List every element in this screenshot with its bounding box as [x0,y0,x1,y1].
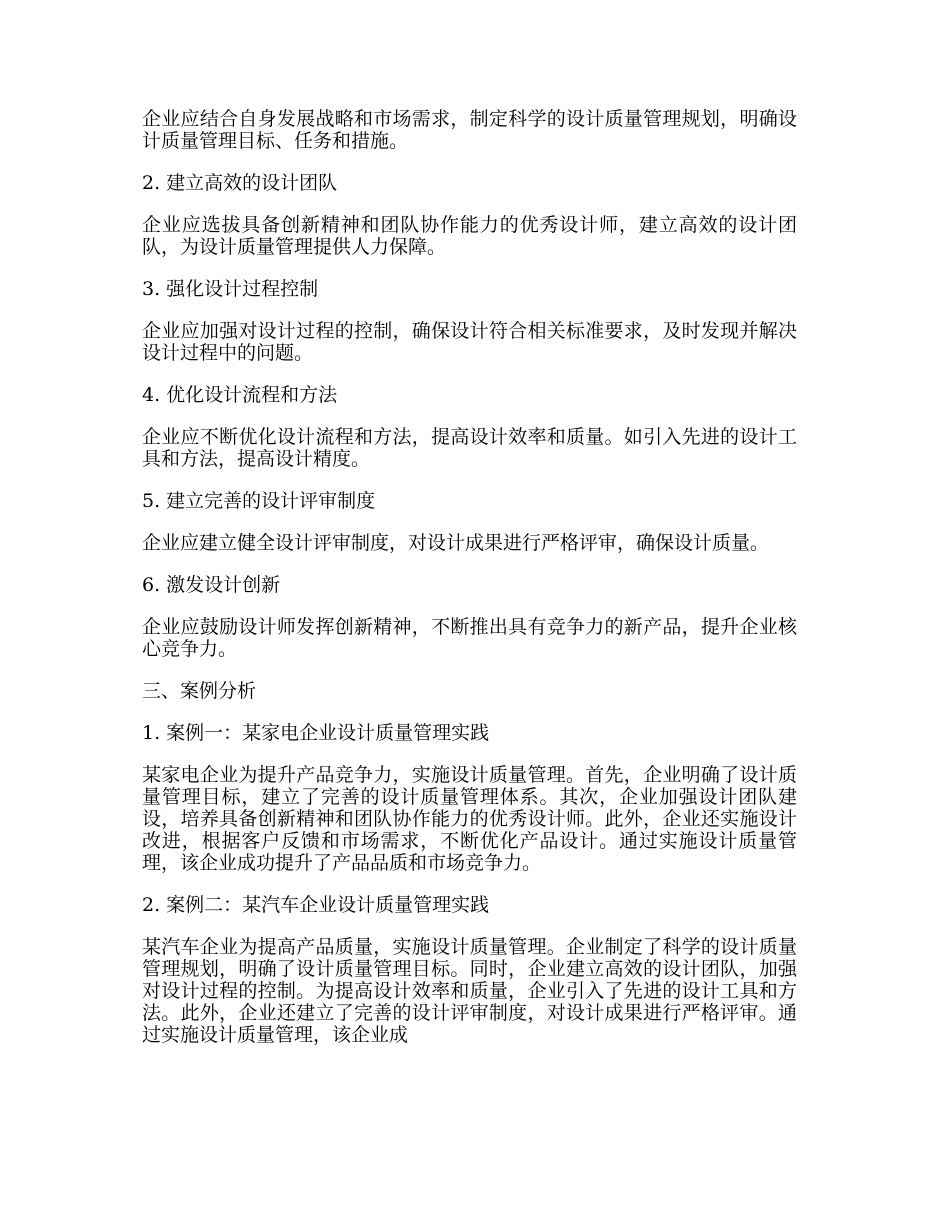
heading-process-control: 3. 强化设计过程控制 [142,278,319,300]
heading-design-team: 2. 建立高效的设计团队 [142,172,338,194]
paragraph-case-one: 某家电企业为提升产品竞争力，实施设计质量管理。首先，企业明确了设计质量管理目标，建立了完善的设计质量管理体系。其次，企业加强设计团队建设，培养具备创新精神和团队协作能力的优秀设计师。此外，企业还实施设计改进，根据客户反馈和市场需求，不断优化产品设计。通过实施设计质量管理，该企业成功提升了产品品质和市场竞争力。 [142,764,797,874]
heading-optimize-process: 4. 优化设计流程和方法 [142,384,338,406]
paragraph-optimize-process: 企业应不断优化设计流程和方法，提高设计效率和质量。如引入先进的设计工具和方法，提高设计精度。 [142,426,797,470]
heading-review-system: 5. 建立完善的设计评审制度 [142,490,376,512]
paragraph-planning: 企业应结合自身发展战略和市场需求，制定科学的设计质量管理规划，明确设计质量管理目标、任务和措施。 [142,108,797,152]
paragraph-process-control: 企业应加强对设计过程的控制，确保设计符合相关标准要求，及时发现并解决设计过程中的问题。 [142,320,797,364]
section-heading-case-analysis: 三、案例分析 [142,680,257,702]
heading-case-one: 1. 案例一：某家电企业设计质量管理实践 [142,722,490,744]
document-body [142,108,797,1066]
heading-innovation: 6. 激发设计创新 [142,574,281,596]
paragraph-review-system: 企业应建立健全设计评审制度，对设计成果进行严格评审，确保设计质量。 [142,532,770,554]
paragraph-case-two: 某汽车企业为提高产品质量，实施设计质量管理。企业制定了科学的设计质量管理规划，明确了设计质量管理目标。同时，企业建立高效的设计团队，加强对设计过程的控制。为提高设计效率和质量，企业引入了先进的设计工具和方法。此外，企业还建立了完善的设计评审制度，对设计成果进行严格评审。通过实施设计质量管理，该企业成 [142,936,797,1046]
heading-case-two: 2. 案例二：某汽车企业设计质量管理实践 [142,894,490,916]
paragraph-innovation: 企业应鼓励设计师发挥创新精神，不断推出具有竞争力的新产品，提升企业核心竞争力。 [142,616,797,660]
paragraph-design-team: 企业应选拔具备创新精神和团队协作能力的优秀设计师，建立高效的设计团队，为设计质量管理提供人力保障。 [142,214,797,258]
